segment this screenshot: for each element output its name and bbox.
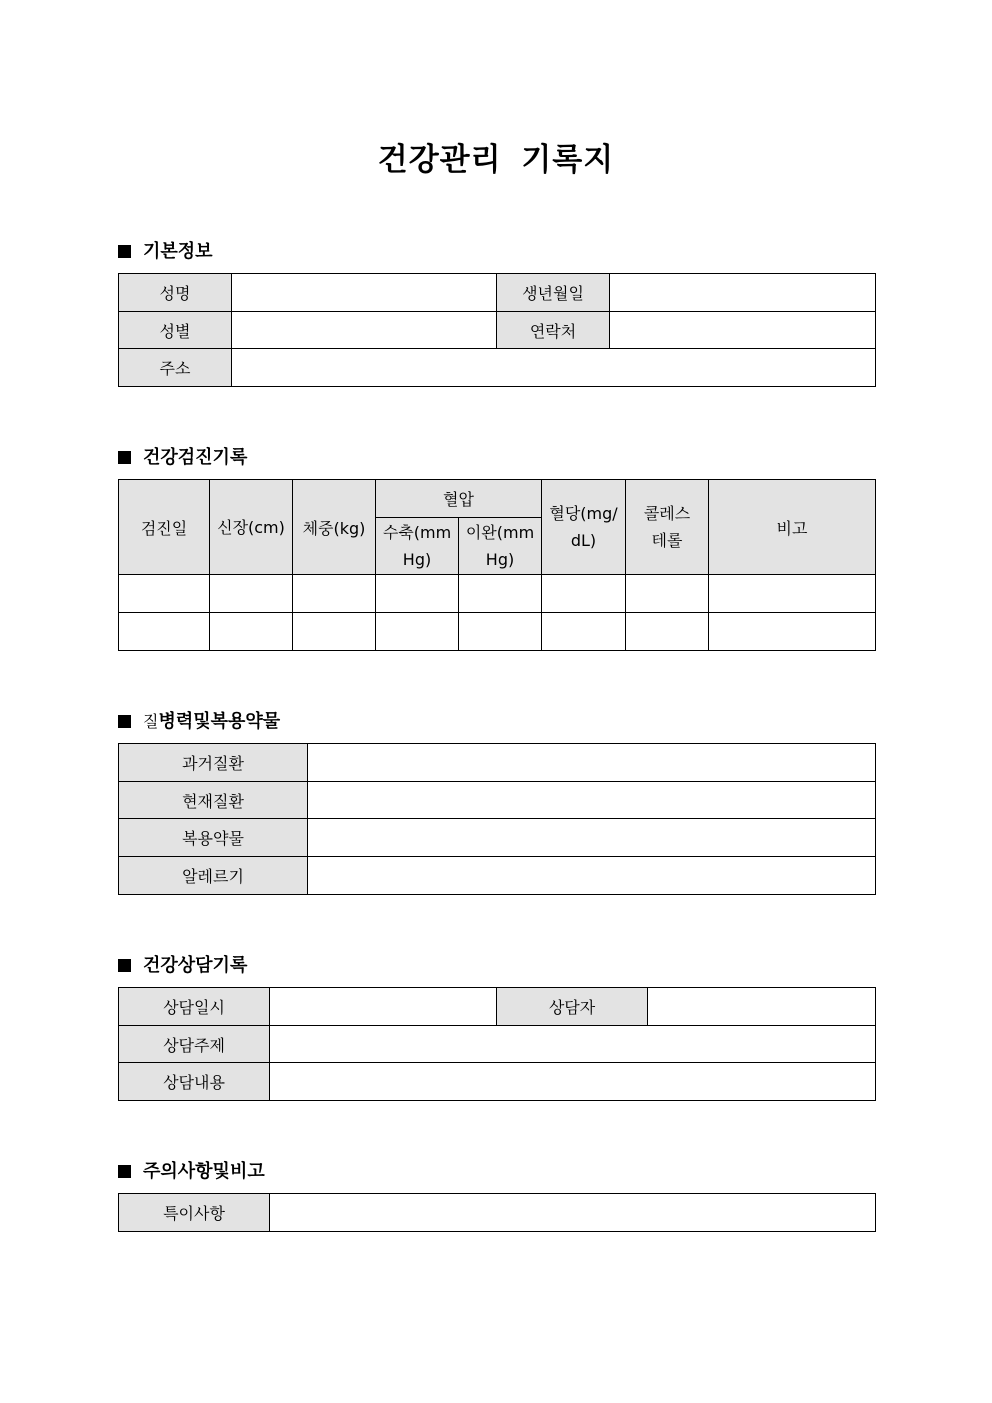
contact-label: 연락처 xyxy=(497,312,610,349)
header-systolic xyxy=(376,518,459,575)
header-checkup-date: 검진일 xyxy=(119,480,210,575)
checkup-table xyxy=(118,479,876,651)
blood-sugar-cell[interactable] xyxy=(542,575,626,613)
contact-field[interactable] xyxy=(610,312,876,349)
name-field[interactable] xyxy=(232,274,497,312)
header-diastolic-text: 이완(mmHg) xyxy=(465,523,535,569)
section-heading-basic-info xyxy=(118,240,213,264)
gender-field[interactable] xyxy=(232,312,497,349)
header-remarks: 비고 xyxy=(709,480,876,575)
height-cell[interactable] xyxy=(210,613,293,651)
consult-topic-field[interactable] xyxy=(270,1026,876,1063)
section-heading-consultation xyxy=(118,954,247,978)
medication-label: 복용약물 xyxy=(119,819,308,857)
section-heading-checkup xyxy=(118,446,247,470)
counselor-label: 상담자 xyxy=(497,988,648,1026)
systolic-cell[interactable] xyxy=(376,575,459,613)
gender-label: 성별 xyxy=(119,312,232,349)
counselor-field[interactable] xyxy=(648,988,876,1026)
basic-info-table xyxy=(118,273,876,387)
section-title: 병력및복용약물 xyxy=(158,711,281,732)
consult-datetime-field[interactable] xyxy=(270,988,497,1026)
checkup-date-cell[interactable] xyxy=(119,575,210,613)
medical-history-table xyxy=(118,743,876,895)
diastolic-cell[interactable] xyxy=(459,613,542,651)
header-height xyxy=(210,480,293,575)
height-cell[interactable] xyxy=(210,575,293,613)
consult-topic-label: 상담주제 xyxy=(119,1026,270,1063)
current-disease-label: 현재질환 xyxy=(119,782,308,819)
square-bullet-icon xyxy=(118,715,131,728)
cholesterol-cell[interactable] xyxy=(626,575,709,613)
section-heading-notes xyxy=(118,1160,265,1184)
header-blood-pressure: 혈압 xyxy=(376,480,542,518)
blood-sugar-cell[interactable] xyxy=(542,613,626,651)
weight-cell[interactable] xyxy=(293,613,376,651)
diastolic-cell[interactable] xyxy=(459,575,542,613)
name-label: 성명 xyxy=(119,274,232,312)
header-blood-sugar xyxy=(542,480,626,575)
address-label: 주소 xyxy=(119,349,232,387)
table-row xyxy=(119,613,876,651)
header-cholesterol xyxy=(626,480,709,575)
notes-table xyxy=(118,1193,876,1232)
medication-field[interactable] xyxy=(308,819,876,857)
page-title: 건강관리 기록지 xyxy=(377,142,615,178)
section-title: 건강상담기록 xyxy=(143,955,248,976)
section-heading-medical-history xyxy=(118,710,280,734)
consult-content-label: 상담내용 xyxy=(119,1063,270,1101)
consultation-table xyxy=(118,987,876,1101)
table-row xyxy=(119,575,876,613)
birth-field[interactable] xyxy=(610,274,876,312)
cholesterol-cell[interactable] xyxy=(626,613,709,651)
special-notes-field[interactable] xyxy=(270,1194,876,1232)
consult-content-field[interactable] xyxy=(270,1063,876,1101)
header-height-text: 신장(cm) xyxy=(217,517,285,537)
past-disease-label: 과거질환 xyxy=(119,744,308,782)
special-notes-label: 특이사항 xyxy=(119,1194,270,1232)
remarks-cell[interactable] xyxy=(709,575,876,613)
address-field[interactable] xyxy=(232,349,876,387)
section-title: 주의사항및비고 xyxy=(143,1161,265,1182)
header-systolic-text: 수축(mmHg) xyxy=(382,523,452,569)
consult-datetime-label: 상담일시 xyxy=(119,988,270,1026)
header-cholesterol-text: 콜레스테롤 xyxy=(643,504,691,550)
square-bullet-icon xyxy=(118,959,131,972)
birth-label: 생년월일 xyxy=(497,274,610,312)
systolic-cell[interactable] xyxy=(376,613,459,651)
square-bullet-icon xyxy=(118,451,131,464)
section-title: 기본정보 xyxy=(143,241,213,262)
remarks-cell[interactable] xyxy=(709,613,876,651)
header-weight: 체중(kg) xyxy=(293,480,376,575)
header-diastolic xyxy=(459,518,542,575)
current-disease-field[interactable] xyxy=(308,782,876,819)
past-disease-field[interactable] xyxy=(308,744,876,782)
square-bullet-icon xyxy=(118,1165,131,1178)
allergy-field[interactable] xyxy=(308,857,876,895)
header-blood-sugar-text: 혈당(mg/dL) xyxy=(549,504,618,550)
weight-cell[interactable] xyxy=(293,575,376,613)
section-title-prefix: 질 xyxy=(143,712,159,731)
section-title: 건강검진기록 xyxy=(143,447,248,468)
checkup-date-cell[interactable] xyxy=(119,613,210,651)
square-bullet-icon xyxy=(118,245,131,258)
allergy-label: 알레르기 xyxy=(119,857,308,895)
